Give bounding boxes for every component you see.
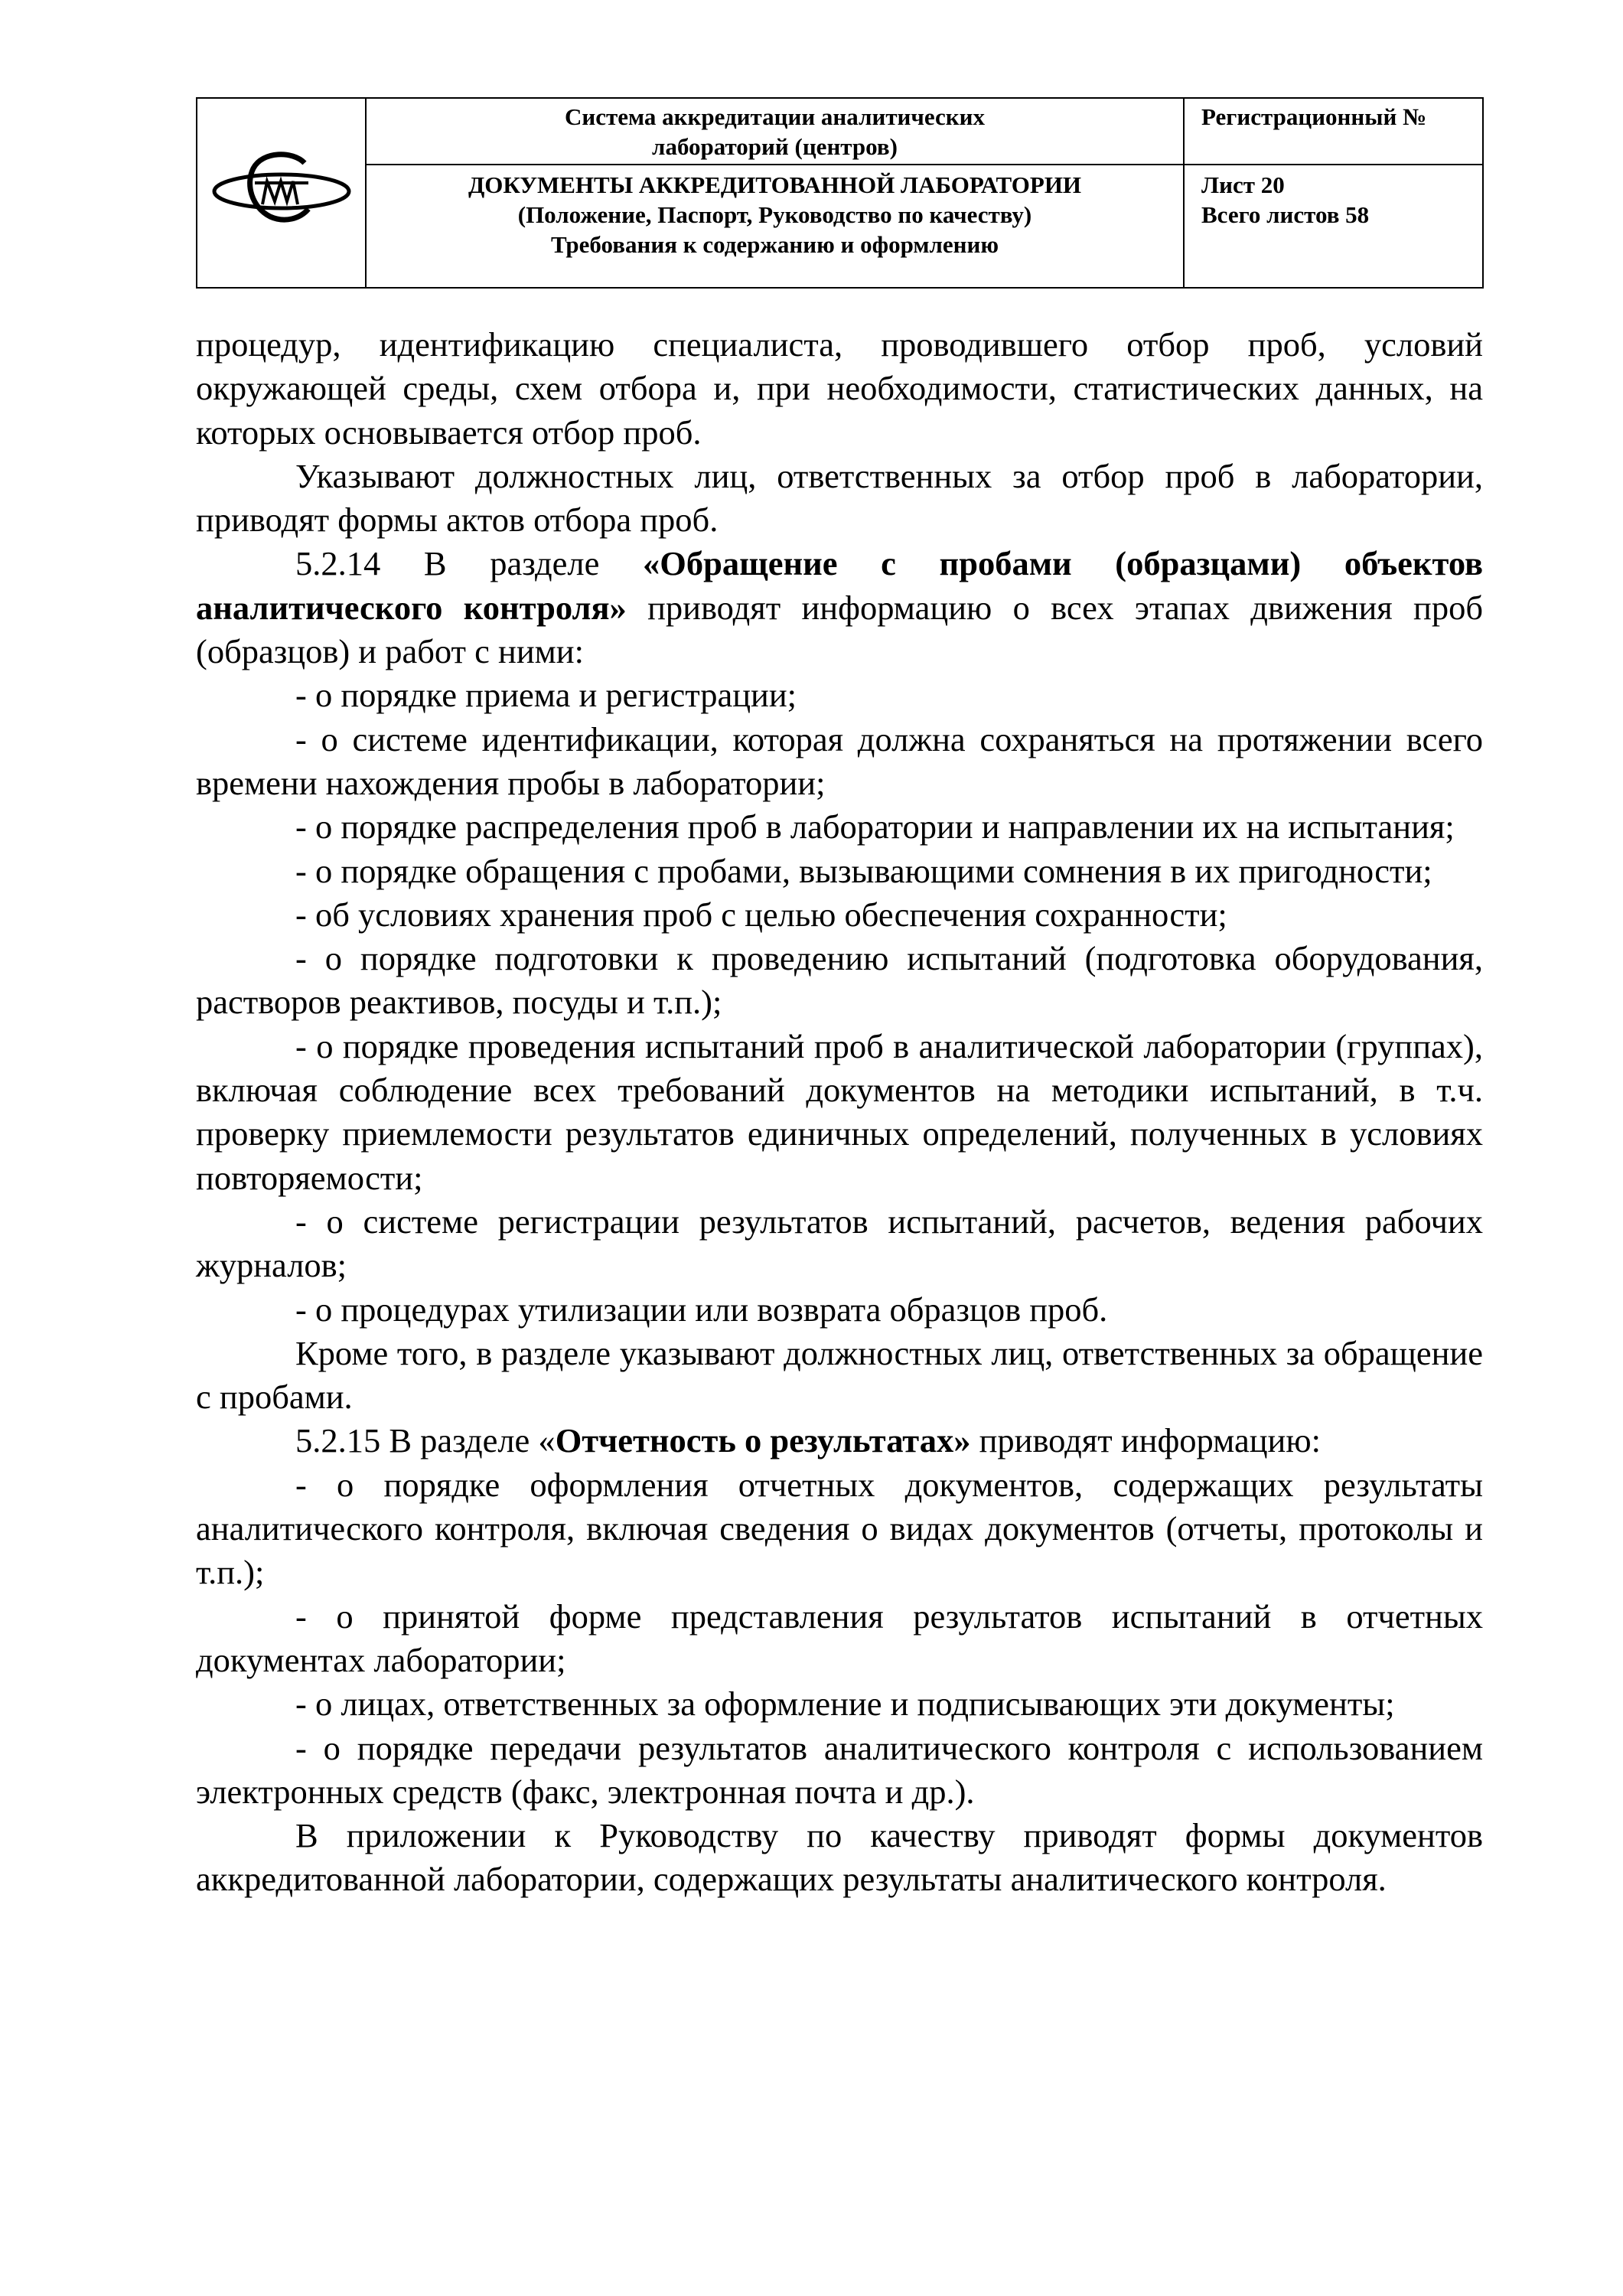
list-item: - о системе регистрации результатов испытаний, расчетов, ведения рабочих журналов; <box>196 1202 1483 1285</box>
paragraph: Указывают должностных лиц, ответственных за отбор проб в лаборатории, приводят формы актов отбора проб. <box>196 456 1483 540</box>
document-title: ДОКУМЕНТЫ АККРЕДИТОВАННОЙ ЛАБОРАТОРИИ <box>468 171 1082 198</box>
paragraph: Кроме того, в разделе указывают должностных лиц, ответственных за обращение с пробами. <box>196 1333 1483 1417</box>
list-item: - о порядке распределения проб в лаборатории и направлении их на испытания; <box>295 807 1455 846</box>
list-item: - о принятой форме представления результатов испытаний в отчетных документах лаборатории; <box>196 1596 1483 1679</box>
list-item: - об условиях хранения проб с целью обеспечения сохранности; <box>295 895 1227 934</box>
total-sheets: Всего листов 58 <box>1201 201 1370 228</box>
section-title: «Обращение с пробами (образцами) объектов аналитического контроля» <box>196 544 1483 627</box>
list-item: - о лицах, ответственных за оформление и подписывающих эти документы; <box>295 1684 1395 1724</box>
system-title-line1: Система аккредитации аналитических <box>564 103 986 130</box>
list-item: - о порядке оформления отчетных документов, содержащих результаты аналитического контроля, включая сведения о видах документов (отчеты, протоколы и т.п.); <box>196 1465 1483 1592</box>
document-header <box>196 97 1484 289</box>
section-number: 5.2.14 В разделе <box>295 544 644 583</box>
paragraph: В приложении к Руководству по качеству приводят формы документов аккредитованной лаборатории, содержащих результаты аналитического контроля. <box>196 1816 1483 1899</box>
logo-cell <box>197 98 366 288</box>
list-item: - о порядке передачи результатов аналитического контроля с использованием электронных средств (факс, электронная почта и др.). <box>196 1728 1483 1811</box>
accreditation-logo-icon <box>209 149 354 233</box>
system-title-line2: лабораторий (центров) <box>652 133 898 160</box>
list-item: - о процедурах утилизации или возврата образцов проб. <box>295 1290 1108 1329</box>
paragraph: процедур, идентификацию специалиста, проводившего отбор проб, условий окружающей среды, схем отбора и, при необходимости, статистических данных, на которых основывается отбор проб. <box>196 325 1483 452</box>
section-number: 5.2.15 В разделе « <box>295 1421 556 1460</box>
header-title-cell <box>366 98 1184 288</box>
list-item: - о порядке проведения испытаний проб в аналитической лаборатории (группах), включая соблюдение всех требований документов на методики испытаний, в т.ч. проверку приемлемости результатов единичных определений, полученных в условиях повторяемости; <box>196 1026 1483 1197</box>
sheet-number: Лист 20 <box>1201 171 1285 198</box>
section-text: приводят информацию о всех этапах движения проб (образцов) и работ с ними: <box>196 588 1483 671</box>
document-subtitle: (Положение, Паспорт, Руководство по качеству) <box>517 201 1032 228</box>
document-body <box>196 323 1483 1902</box>
list-item: - о порядке приема и регистрации; <box>295 676 797 715</box>
list-item: - о системе идентификации, которая должна сохраняться на протяжении всего времени нахождения пробы в лаборатории; <box>196 719 1483 802</box>
section-title: Отчетность о результатах» <box>555 1421 971 1460</box>
document-subtitle-2: Требования к содержанию и оформлению <box>550 231 999 258</box>
section-5-2-15 <box>196 1419 1483 1463</box>
list-item: - о порядке подготовки к проведению испытаний (подготовка оборудования, растворов реактивов, посуды и т.п.); <box>196 939 1483 1022</box>
registration-label: Регистрационный № <box>1201 103 1427 130</box>
section-5-2-14 <box>196 542 1483 673</box>
header-info-cell <box>1184 98 1483 288</box>
list-item: - о порядке обращения с пробами, вызывающими сомнения в их пригодности; <box>295 851 1432 890</box>
section-text: приводят информацию: <box>970 1421 1321 1460</box>
